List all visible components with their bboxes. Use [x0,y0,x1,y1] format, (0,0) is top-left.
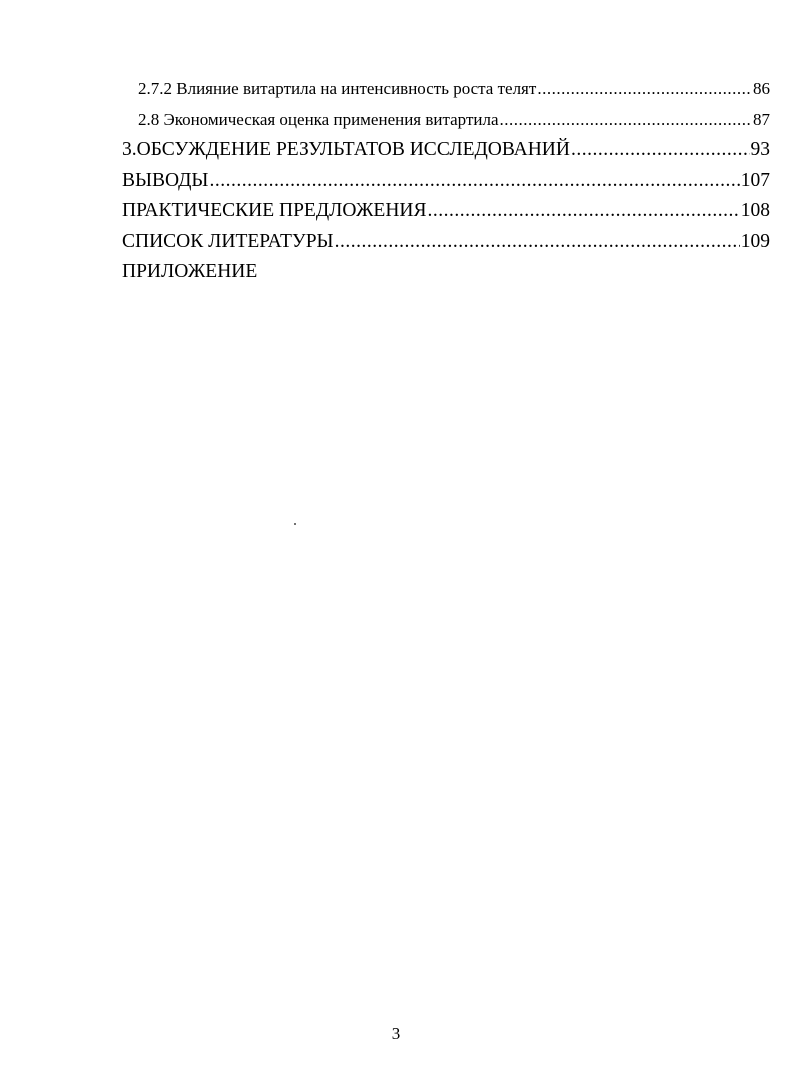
toc-entry-title: ВЫВОДЫ [122,169,209,191]
toc-entry-appendix [122,257,770,288]
toc-dot-leader [571,135,750,166]
toc-entry-practical-proposals [122,196,770,227]
toc-dot-leader [335,227,740,258]
toc-entry-page: 87 [753,109,770,129]
toc-entry-page: 108 [740,200,770,221]
toc-entry-page: 93 [750,139,770,160]
toc-entry-page: 107 [740,169,770,191]
toc-entry-references [122,227,770,258]
toc-entry-page: 109 [740,230,770,252]
toc-dot-leader [500,105,752,136]
toc-entry-conclusions [122,166,770,197]
toc-dot-leader [209,166,739,197]
toc-entry-economic-evaluation [122,105,770,136]
toc-entry-title: 2.8 Экономическая оценка применения витартила [138,109,499,129]
toc-entry-title: 3.ОБСУЖДЕНИЕ РЕЗУЛЬТАТОВ ИССЛЕДОВАНИЙ [122,139,570,160]
toc-entry-page: 86 [753,79,770,98]
toc-entry-title: СПИСОК ЛИТЕРАТУРЫ [122,230,334,252]
toc-dot-leader [537,74,752,105]
toc-entry-discussion [122,135,770,166]
scan-speck [294,523,296,525]
toc-entry-title: ПРАКТИЧЕСКИЕ ПРЕДЛОЖЕНИЯ [122,200,427,221]
toc-dot-leader [428,196,740,227]
page-number: 3 [391,1024,401,1043]
toc-entry-calf-growth [122,74,770,105]
toc-entry-title: ПРИЛОЖЕНИЕ [122,261,258,282]
toc-entry-title: 2.7.2 Влияние витартила на интенсивность роста телят [138,79,537,98]
table-of-contents [122,74,770,288]
